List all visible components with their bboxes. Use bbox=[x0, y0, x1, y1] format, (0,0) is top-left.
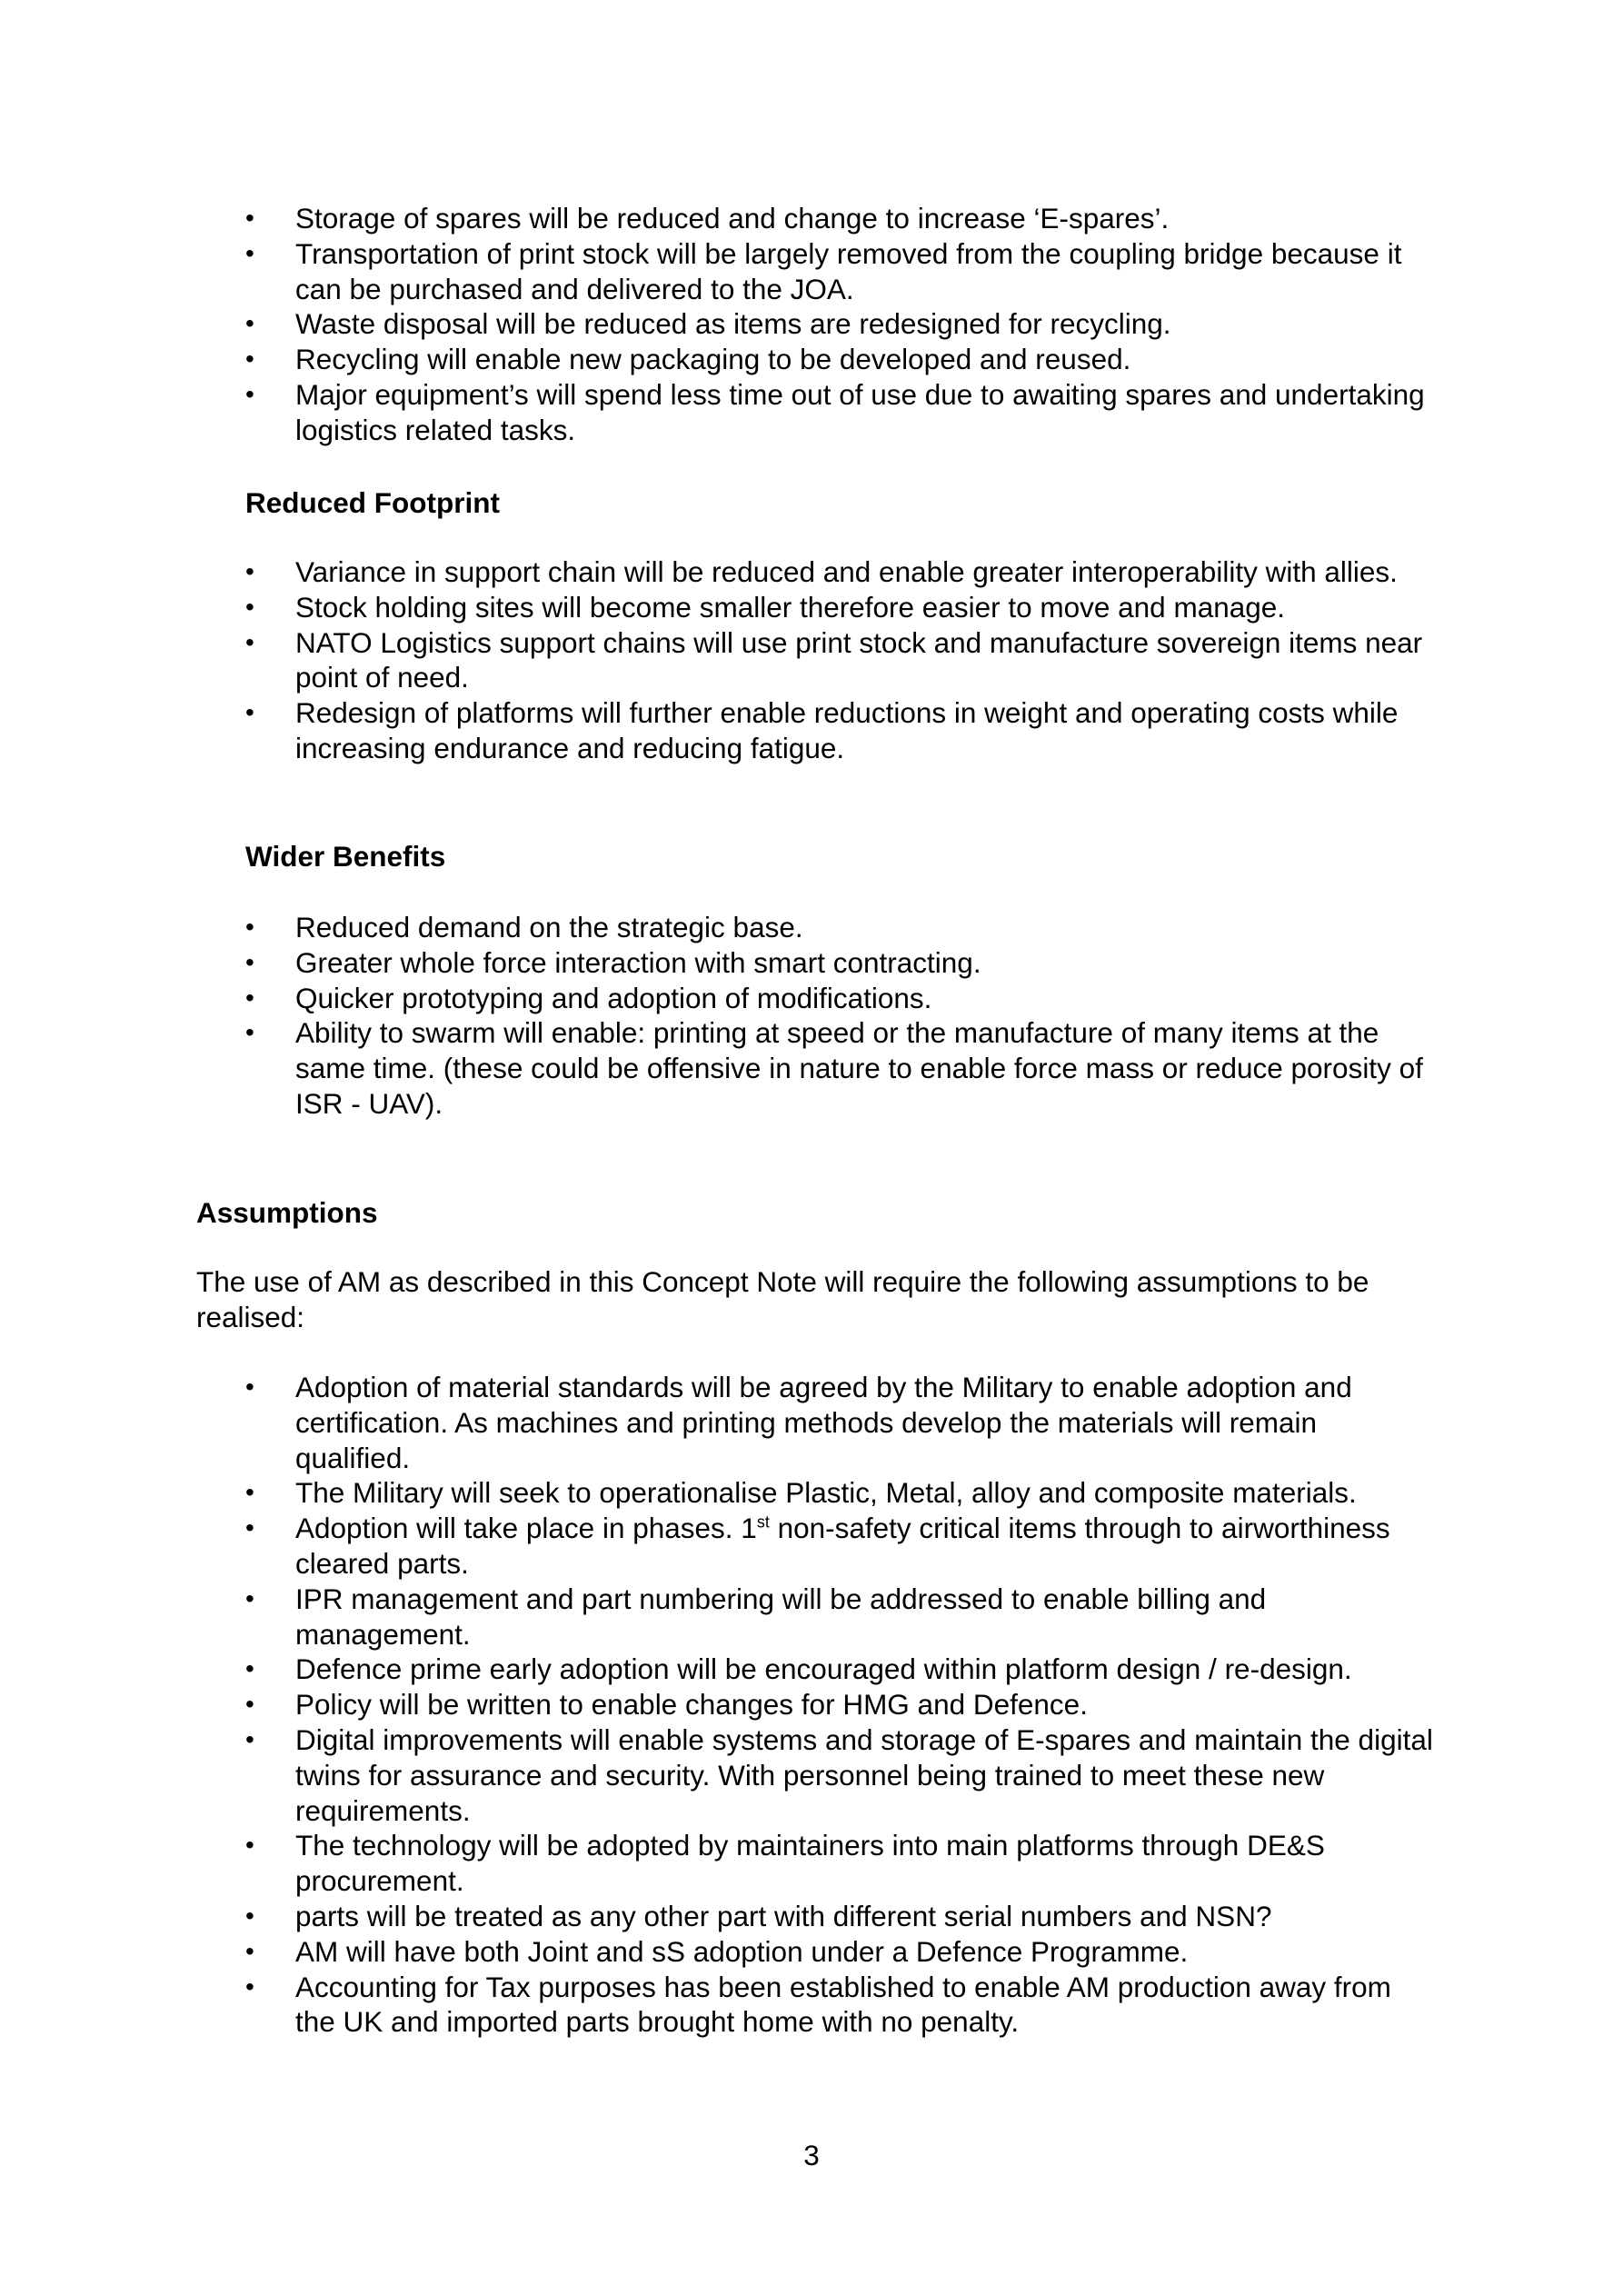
bullet-glyph: • bbox=[245, 1901, 254, 1930]
list-item bbox=[245, 1511, 1436, 1582]
list-item-text: Greater whole force interaction with smart contracting. bbox=[295, 945, 981, 979]
reduced-footprint-heading: Reduced Footprint bbox=[245, 486, 500, 519]
list-item-text: IPR management and part numbering will be addressed to enable billing and management. bbox=[295, 1582, 1267, 1651]
bullet-glyph: • bbox=[245, 698, 254, 727]
list-item bbox=[245, 1652, 1436, 1687]
list-item bbox=[245, 377, 1436, 448]
list-item bbox=[245, 306, 1436, 342]
list-item bbox=[245, 342, 1436, 377]
list-item-text: Variance in support chain will be reduced and enable greater interoperability with allies. bbox=[295, 555, 1398, 588]
list-item-text bbox=[295, 1512, 1390, 1580]
bullet-glyph: • bbox=[245, 947, 254, 976]
bullet-glyph: • bbox=[245, 983, 254, 1012]
list-item-text: Major equipment’s will spend less time out of use due to awaiting spares and undertaking logistics related tasks. bbox=[295, 377, 1425, 446]
bullet-glyph: • bbox=[245, 1690, 254, 1719]
list-item-text: Reduced demand on the strategic base. bbox=[295, 911, 803, 943]
list-item bbox=[245, 554, 1436, 590]
benefits-list-top bbox=[245, 201, 1436, 448]
bullet-glyph: • bbox=[245, 238, 254, 267]
list-item bbox=[245, 1970, 1436, 2041]
list-item bbox=[245, 625, 1436, 696]
bullet-glyph: • bbox=[245, 1654, 254, 1683]
assumptions-intro: The use of AM as described in this Concept Note will require the following assumptions to be realised: bbox=[196, 1265, 1369, 1333]
assumptions-heading: Assumptions bbox=[196, 1196, 378, 1229]
list-item bbox=[245, 1582, 1436, 1652]
list-item-text: Adoption of material standards will be agreed by the Military to enable adoption and certification. As machines and printing methods develop the materials will remain qualified. bbox=[295, 1371, 1352, 1474]
list-item bbox=[245, 1475, 1436, 1511]
page-number: 3 bbox=[803, 2139, 820, 2171]
bullet-glyph: • bbox=[245, 204, 254, 232]
bullet-glyph: • bbox=[245, 1831, 254, 1860]
list-item-text: Digital improvements will enable systems and storage of E-spares and maintain the digital twins for assurance and security. With personnel being trained to meet these new requirements. bbox=[295, 1722, 1433, 1827]
list-item-text: Stock holding sites will become smaller therefore easier to move and manage. bbox=[295, 590, 1286, 624]
list-item-text: Storage of spares will be reduced and change to increase ‘E-spares’. bbox=[295, 202, 1170, 235]
bullet-glyph: • bbox=[245, 627, 254, 656]
list-item bbox=[245, 1015, 1436, 1121]
bullet-glyph: • bbox=[245, 1478, 254, 1507]
list-item bbox=[245, 1722, 1436, 1828]
list-item-text: AM will have both Joint and sS adoption under a Defence Programme. bbox=[295, 1934, 1189, 1968]
list-item bbox=[245, 910, 1436, 945]
bullet-glyph: • bbox=[245, 592, 254, 621]
list-item bbox=[245, 1828, 1436, 1899]
wider-benefits-heading: Wider Benefits bbox=[245, 840, 446, 873]
list-item-text: Transportation of print stock will be largely removed from the coupling bridge because it can be purchased and delivered to the JOA. bbox=[295, 236, 1402, 305]
assumptions-list bbox=[245, 1370, 1436, 2040]
list-item-text: Policy will be written to enable changes for HMG and Defence. bbox=[295, 1688, 1088, 1722]
list-item bbox=[245, 695, 1436, 766]
wider-benefits-list bbox=[245, 910, 1436, 1122]
list-item-text: parts will be treated as any other part with different serial numbers and NSN? bbox=[295, 1899, 1272, 1932]
list-item-text: The Military will seek to operationalise Plastic, Metal, alloy and composite materials. bbox=[295, 1476, 1357, 1510]
bullet-glyph: • bbox=[245, 1972, 254, 2001]
bullet-glyph: • bbox=[245, 1724, 254, 1753]
list-item bbox=[245, 1370, 1436, 1475]
list-item bbox=[245, 1899, 1436, 1934]
bullet-glyph: • bbox=[245, 913, 254, 941]
list-item bbox=[245, 945, 1436, 981]
bullet-glyph: • bbox=[245, 557, 254, 585]
list-item bbox=[245, 1934, 1436, 1970]
list-item-text: Recycling will enable new packaging to be developed and reused. bbox=[295, 343, 1131, 376]
bullet-glyph: • bbox=[245, 379, 254, 408]
bullet-glyph: • bbox=[245, 344, 254, 374]
phases-text-before: Adoption will take place in phases. 1 bbox=[295, 1512, 757, 1545]
bullet-glyph: • bbox=[245, 1513, 254, 1542]
list-item-text: The technology will be adopted by maintainers into main platforms through DE&S procurement. bbox=[295, 1829, 1325, 1898]
list-item-text: Waste disposal will be reduced as items are redesigned for recycling. bbox=[295, 307, 1171, 341]
ordinal-suffix: st bbox=[756, 1512, 770, 1532]
list-item-text: Redesign of platforms will further enable reductions in weight and operating costs while increasing endurance and reducing fatigue. bbox=[295, 696, 1399, 764]
phases-text-after: non-safety critical items through to airworthiness cleared parts. bbox=[295, 1512, 1390, 1580]
bullet-glyph: • bbox=[245, 1373, 254, 1401]
bullet-glyph: • bbox=[245, 1583, 254, 1612]
list-item bbox=[245, 590, 1436, 625]
list-item bbox=[245, 1687, 1436, 1722]
reduced-footprint-list bbox=[245, 554, 1436, 766]
list-item bbox=[245, 981, 1436, 1016]
list-item-text: Quicker prototyping and adoption of modifications. bbox=[295, 981, 932, 1014]
list-item bbox=[245, 201, 1436, 236]
list-item-text: Accounting for Tax purposes has been established to enable AM production away from the UK and imported parts brought home with no penalty. bbox=[295, 1970, 1391, 2039]
list-item-text: Ability to swarm will enable: printing at speed or the manufacture of many items at the same time. (these could be offensive in nature to enable force mass or reduce porosity of ISR - UAV). bbox=[295, 1016, 1423, 1120]
bullet-glyph: • bbox=[245, 1018, 254, 1047]
bullet-glyph: • bbox=[245, 309, 254, 338]
list-item bbox=[245, 236, 1436, 307]
list-item-text: NATO Logistics support chains will use print stock and manufacture sovereign items near point of need. bbox=[295, 625, 1423, 694]
bullet-glyph: • bbox=[245, 1936, 254, 1965]
list-item-text: Defence prime early adoption will be encouraged within platform design / re-design. bbox=[295, 1652, 1352, 1686]
